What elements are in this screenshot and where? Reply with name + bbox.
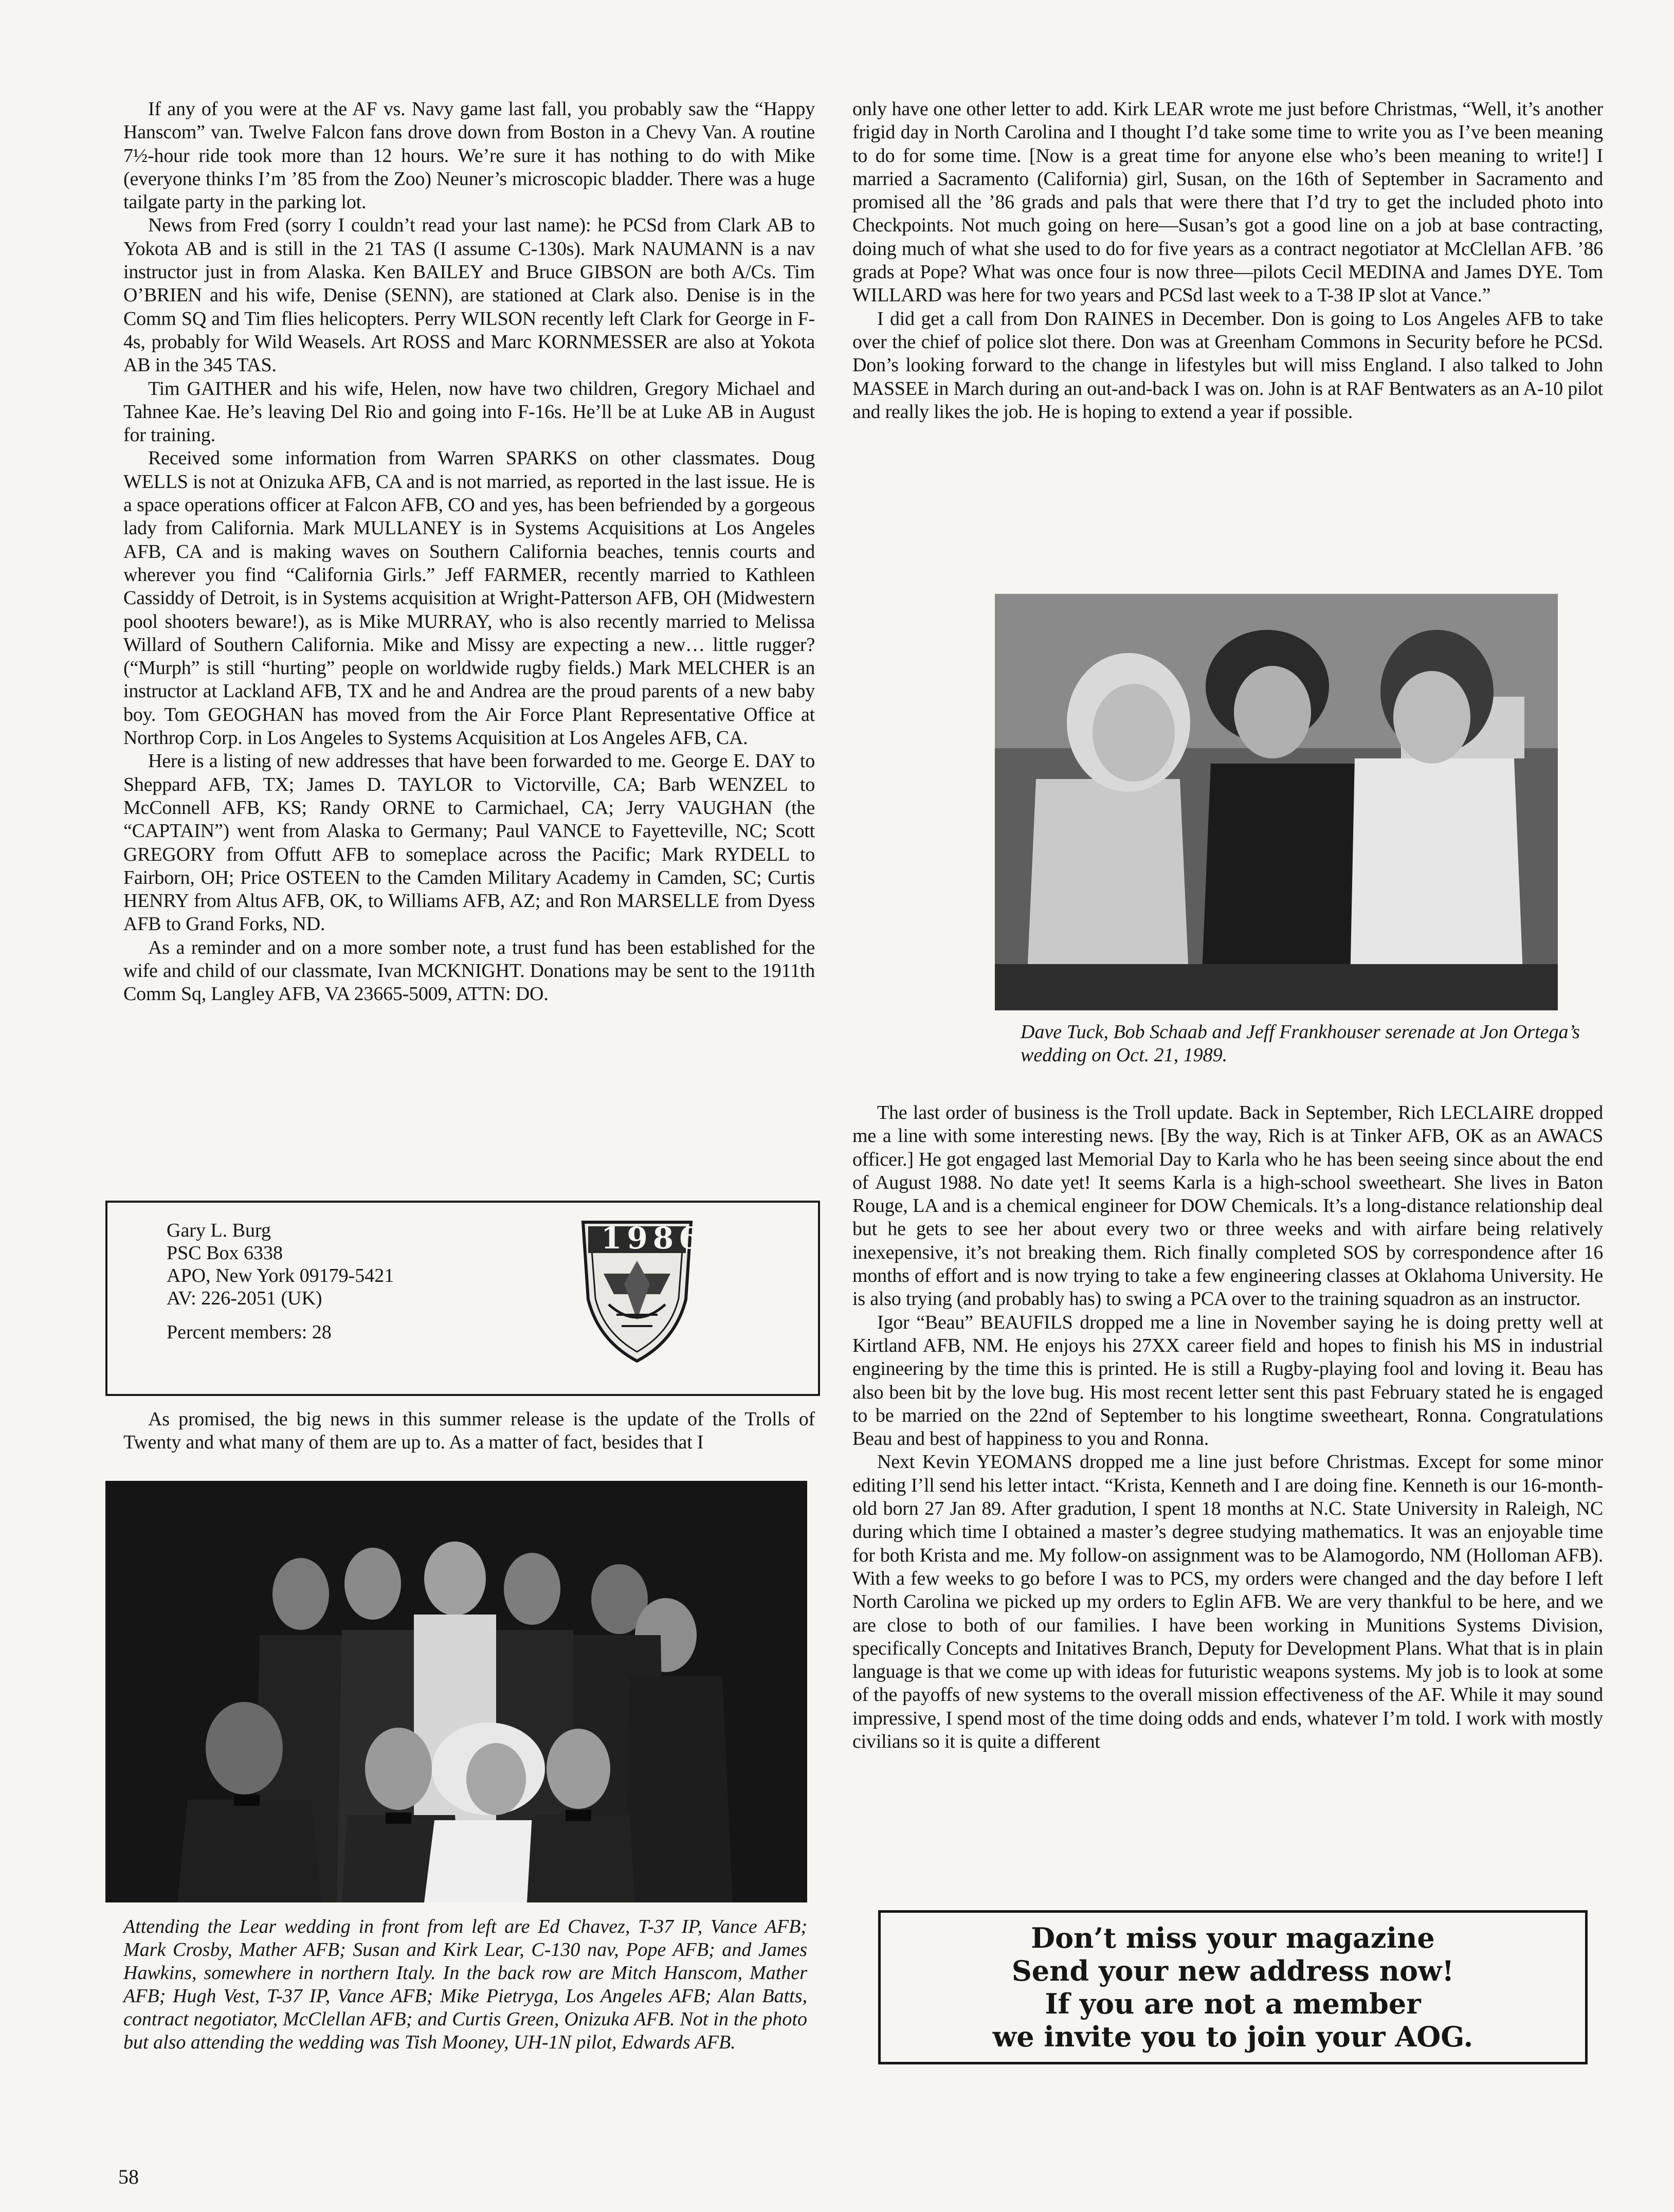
- address-line: Gary L. Burg: [167, 1220, 271, 1241]
- left-column-continuation: [123, 1408, 815, 1455]
- paragraph: Received some information from Warren SPARKS on other classmates. Doug WELLS is not at Onizuka AFB, CA and is not married, as reported in the last issue. He is a space operations officer at Falcon AFB, CO and yes, has been befriended by a gorgeous lady from California. Mark MULLANEY is in Systems Acquisitions at Los Angeles AFB, CA and is making waves on Southern California beaches, tennis courts and wherever you find “California Girls.” Jeff FARMER, recently married to Kathleen Cassiddy of Detroit, is in Systems acquisition at Wright-Patterson AFB, OH (Midwestern pool shooters beware!), as is Mike MURRAY, who is also recently married to Melissa Willard of Southern California. Mike and Missy are expecting a new… little rugger? (“Murph” is still “hurting” people on worldwide rugby fields.) Mark MELCHER is an instructor at Lackland AFB, TX and he and Andrea are the proud parents of a new baby boy. Tom GEOGHAN has moved from the Air Force Plant Representative Office at Northrop Corp. in Los Angeles to Systems Acquisition at Los Angeles AFB, CA.: [123, 447, 815, 749]
- address-block: [167, 1219, 394, 1344]
- address-line: PSC Box 6338: [167, 1242, 283, 1264]
- paragraph: only have one other letter to add. Kirk LEAR wrote me just before Christmas, “Well, it’s another frigid day in North Carolina and I thought I’d take some time to write you as I’ve been meaning to do for some time. [Now is a great time for anyone else who’s been meaning to write!] I married a Sacramento (California) girl, Susan, on the 16th of September in Sacramento and promised all the ’86 grads and pals that were there that I’d try to get the included photo into Checkpoints. Not much going on here—Susan’s got a good line on a job at base contracting, doing much of what she used to do for five years as a contract negotiator at McClellan AFB. ’86 grads at Pope? What was once four is now three—pilots Cecil MEDINA and James DYE. Tom WILLARD was here for two years and PCSd last week to a T-38 IP slot at Vance.”: [852, 98, 1603, 306]
- paragraph: The last order of business is the Troll update. Back in September, Rich LECLAIRE dropped me a line with some interesting news. [By the way, Rich is at Tinker AFB, OK as an AWACS officer.] He got engaged last Memorial Day to Karla who he has been seeing since about the end of August 1988. No date yet! It seems Karla is a high-school sweetheart. She lives in Baton Rouge, LA and is a chemical engineer for DOW Chemicals. It’s a long-distance relationship deal but he gets to see her about every two or three weeks and with airfare being relatively inexepensive, it’s not breaking them. Rich finally completed SOS by correspondence after 16 months of effort and is now trying to take a few engineering classes at Oklahoma University. He is also trying (and probably has) to swing a PCA over to the training squadron as an instructor.: [852, 1102, 1603, 1310]
- promo-line: If you are not a member: [1045, 1987, 1421, 2020]
- serenade-photo-caption-block: [1021, 1021, 1591, 1067]
- class-scribe-address-box: [105, 1201, 820, 1396]
- promo-line: Don’t miss your magazine: [1031, 1921, 1435, 1954]
- crest-year: 1986: [601, 1221, 705, 1256]
- right-column-continuation: [852, 1101, 1603, 1753]
- paragraph: If any of you were at the AF vs. Navy game last fall, you probably saw the “Happy Hanscom” van. Twelve Falcon fans drove down from Boston in a Chevy Van. A routine 7½-hour ride took more than 12 hours. We’re sure it has nothing to do with Mike (everyone thinks I’m ’85 from the Zoo) Neuner’s microscopic bladder. There was a huge tailgate party in the parking lot.: [123, 98, 815, 213]
- address-line: APO, New York 09179-5421: [167, 1265, 394, 1286]
- paragraph: Tim GAITHER and his wife, Helen, now have two children, Gregory Michael and Tahnee Kae. He’s leaving Del Rio and going into F-16s. He’ll be at Luke AB in August for training.: [123, 377, 815, 446]
- wedding-photo-caption: Attending the Lear wedding in front from left are Ed Chavez, T-37 IP, Vance AFB; Mark Crosby, Mather AFB; Susan and Kirk Lear, C-130 nav, Pope AFB; and James Hawkins, somewhere in northern Italy. In the back row are Mitch Hanscom, Mather AFB; Hugh Vest, T-37 IP, Vance AFB; Mike Pietryga, Los Angeles AFB; Alan Batts, contract negotiator, McClellan AFB; and Curtis Green, Onizuka AFB. Not in the photo but also attending the wedding was Tish Mooney, UH-1N pilot, Edwards AFB.: [123, 1916, 807, 2053]
- serenade-photo: [995, 594, 1558, 1010]
- serenade-photo-caption: Dave Tuck, Bob Schaab and Jeff Frankhouser serenade at Jon Ortega’s wedding on Oct. 21, 1989.: [1021, 1021, 1580, 1066]
- paragraph: News from Fred (sorry I couldn’t read your last name): he PCSd from Clark AB to Yokota AB and is still in the 21 TAS (I assume C-130s). Mark NAUMANN is a nav instructor just in from Alaska. Ken BAILEY and Bruce GIBSON are both A/Cs. Tim O’BRIEN and his wife, Denise (SENN), are stationed at Clark also. Denise is in the Comm SQ and Tim flies helicopters. Perry WILSON recently left Clark for George in F-4s, probably for Wild Weasels. Art ROSS and Marc KORNMESSER are also at Yokota AB in the 345 TAS.: [123, 214, 815, 376]
- paragraph: Next Kevin YEOMANS dropped me a line just before Christmas. Except for some minor editing I’ll send his letter intact. “Krista, Kenneth and I are doing fine. Kenneth is our 16-month-old born 27 Jan 89. After gradution, I spent 18 months at N.C. State University in Raleigh, NC during which time I obtained a master’s degree studying mathematics. It was an enjoyable time for both Krista and me. My follow-on assignment was to be Alamogordo, NM (Holloman AFB). With a few weeks to go before I was to PCS, my orders were changed and the day before I left North Carolina we picked up my orders to Eglin AFB. We are very thankful to be here, and we are close to both of our families. I have been working in Munitions Systems Division, specifically Concepts and Initatives Branch, Deputy for Development Plans. What that is in plain language is that we come up with ideas for futuristic weapons systems. My job is to look at some of the payoffs of new systems to the overall mission effectiveness of the AF. While it may sound impressive, I spend most of the time doing odds and ends, whatever I’m told. I work with mostly civilians so it is quite a different: [852, 1451, 1603, 1753]
- paragraph: As promised, the big news in this summer release is the update of the Trolls of Twenty and what many of them are up to. As a matter of fact, besides that I: [123, 1408, 815, 1454]
- left-column-text: [123, 98, 815, 1006]
- wedding-photo-caption-block: [123, 1915, 807, 2054]
- percent-members: Percent members: 28: [167, 1321, 332, 1343]
- paragraph: Igor “Beau” BEAUFILS dropped me a line in November saying he is doing pretty well at Kirtland AFB, NM. He enjoys his 27XX career field and hopes to finish his MS in industrial engineering by the time this is printed. He is still a Rugby-playing fool and loving it. Beau has also been bit by the love bug. His most recent letter sent this past February stated he is engaged to be married on the 22nd of September to his longtime sweetheart, Ronna. Congratulations Beau and best of happiness to you and Ronna.: [852, 1311, 1603, 1450]
- paragraph: As a reminder and on a more somber note, a trust fund has been established for the wife and child of our classmate, Ivan MCKNIGHT. Donations may be sent to the 1911th Comm Sq, Langley AFB, VA 23665-5009, ATTN: DO.: [123, 936, 815, 1005]
- paragraph: I did get a call from Don RAINES in December. Don is going to Los Angeles AFB to take over the chief of police slot there. Don was at Greenham Commons in Security before he PCSd. Don’s looking forward to the change in lifestyles but will miss England. I also talked to John MASSEE in March during an out-and-back I was on. John is at RAF Bentwaters as an A-10 pilot and really likes the job. He is hoping to extend a year if possible.: [852, 307, 1603, 423]
- address-line: AV: 226-2051 (UK): [167, 1288, 322, 1309]
- promo-line: we invite you to join your AOG.: [992, 2020, 1473, 2053]
- page-number: 58: [118, 2165, 139, 2188]
- promo-line: Send your new address now!: [1011, 1954, 1454, 1987]
- wedding-group-photo: [105, 1481, 807, 1902]
- right-column-text: [852, 98, 1603, 424]
- aog-membership-promo-box: [878, 1910, 1588, 2064]
- paragraph: Here is a listing of new addresses that have been forwarded to me. George E. DAY to Sheppard AFB, TX; James D. TAYLOR to Victorville, CA; Barb WENZEL to McConnell AFB, KS; Randy ORNE to Carmichael, CA; Jerry VAUGHAN (the “CAPTAIN”) went from Alaska to Germany; Paul VANCE to Fayetteville, NC; Scott GREGORY from Offutt AFB to someplace across the Pacific; Mark RYDELL to Fairborn, OH; Price OSTEEN to the Camden Military Academy in Camden, SC; Curtis HENRY from Altus AFB, OK, to Williams AFB, AZ; and Ron MARSELLE from Dyess AFB to Grand Forks, ND.: [123, 750, 815, 935]
